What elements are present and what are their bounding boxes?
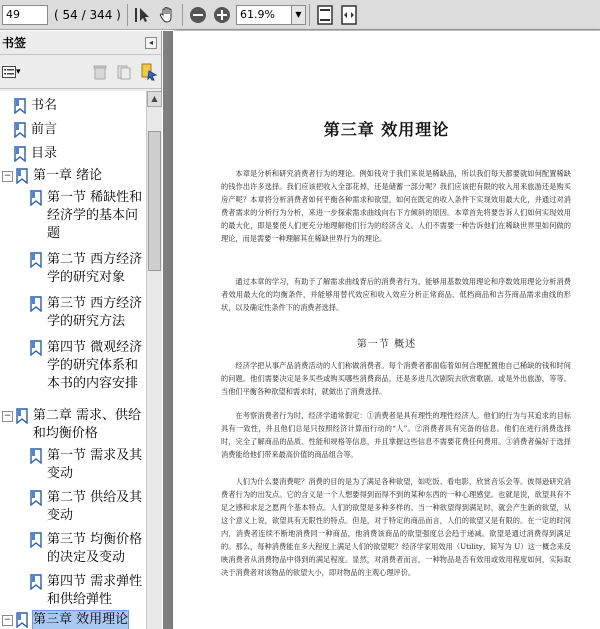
options-list-icon bbox=[2, 66, 16, 78]
bookmark-item-chapter[interactable] bbox=[2, 407, 144, 443]
new-bookmark-button[interactable] bbox=[113, 61, 135, 83]
collapse-toggle[interactable]: − bbox=[3, 411, 12, 421]
bookmark-options-button[interactable] bbox=[2, 63, 24, 81]
bookmark-label: 第四节 需求弹性和供给弹性 bbox=[47, 574, 143, 607]
trash-icon bbox=[93, 64, 107, 80]
bookmark-item-chapter[interactable] bbox=[2, 167, 143, 185]
zoom-dropdown-button[interactable] bbox=[292, 5, 306, 25]
toolbar bbox=[0, 0, 600, 30]
bookmark-icon bbox=[14, 122, 26, 138]
bookmark-icon bbox=[30, 574, 42, 590]
bookmark-icon bbox=[30, 252, 42, 268]
bookmark-label: 第三节 西方经济学的研究方法 bbox=[47, 296, 143, 329]
scrollbar-thumb[interactable] bbox=[148, 131, 161, 271]
bookmark-icon bbox=[16, 408, 28, 424]
bookmark-label: 前言 bbox=[31, 122, 58, 137]
collapse-toggle[interactable]: − bbox=[3, 615, 12, 625]
bookmark-icon bbox=[14, 98, 26, 114]
bookmark-item[interactable] bbox=[30, 573, 144, 609]
section-title: 第一节 概述 bbox=[356, 339, 417, 350]
bookmark-label: 第二章 需求、供给和均衡价格 bbox=[32, 408, 142, 441]
hand-tool-button[interactable] bbox=[156, 4, 178, 26]
body-paragraph: 经济学把从事产品消费活动的人们称做消费者。每个消费者都面临着如何合理配置他自己稀缺的钱和时间的问题。他们需要决定是多买些或购买哪些消费商品，还是多进几次剧院去欣赏歌剧，或是外出旅游，等等。当他们平衡各种欲望和需求时，就做出了消费选择。 bbox=[221, 361, 571, 396]
bookmark-icon bbox=[30, 190, 42, 206]
body-paragraph: 在考察消费者行为时，经济学通常假定：①消费者是具有理性的理性经济人。他们的行为与其追求的目标具有一致性，并且他们总是只按照经济计算而行动的“人”。②消费者具有完备的信息。他们在进行消费选择时，完全了解商品的品质、性能和规格等信息，并且掌握这些信息不需要花费任何费用。③消费者偏好于选择消费能给他们带来最高价值的商品组合等。 bbox=[221, 411, 571, 459]
zoom-in-icon bbox=[212, 5, 232, 25]
bookmark-label: 目录 bbox=[31, 146, 58, 161]
bookmark-icon bbox=[30, 532, 42, 548]
zoom-in-button[interactable] bbox=[211, 4, 233, 26]
collapse-toggle[interactable]: − bbox=[3, 171, 12, 181]
bookmark-item-chapter-selected[interactable] bbox=[2, 611, 128, 629]
bookmark-item[interactable] bbox=[30, 447, 144, 483]
page-number-input[interactable]: 49 bbox=[2, 5, 48, 25]
bookmark-item[interactable] bbox=[14, 97, 57, 115]
bookmark-label: 第四节 微观经济学的研究体系和本书的内容安排 bbox=[47, 340, 143, 391]
bookmark-item[interactable] bbox=[30, 295, 144, 331]
pdf-page bbox=[173, 31, 600, 629]
delete-bookmark-button[interactable] bbox=[89, 61, 111, 83]
bookmark-settings-icon bbox=[139, 63, 157, 81]
fit-page-icon bbox=[316, 5, 334, 25]
bookmark-icon bbox=[14, 146, 26, 162]
bookmark-label: 第一节 稀缺性和经济学的基本问题 bbox=[47, 190, 143, 241]
zoom-level-input[interactable]: 61.9% bbox=[236, 5, 292, 25]
toolbar-separator bbox=[127, 4, 128, 26]
bookmark-icon bbox=[30, 448, 42, 464]
bookmark-item[interactable] bbox=[30, 489, 144, 525]
bookmark-icon bbox=[30, 490, 42, 506]
hand-icon bbox=[158, 6, 176, 24]
chevron-down-icon: ▾ bbox=[16, 66, 21, 77]
intro-paragraph: 通过本章的学习，有助于了解需求曲线背后的消费者行为，能够用基数效用理论和序数效用理论分析消费者效用最大化的均衡条件，并能够用替代效应和收入效应分析正常商品、低档商品和吉芬商品需求曲线的形状，以及确定性条件下的消费者选择。 bbox=[221, 277, 571, 312]
bookmark-item[interactable] bbox=[30, 531, 144, 567]
bookmark-icon bbox=[16, 612, 28, 628]
bookmark-item[interactable] bbox=[30, 251, 144, 287]
document-view[interactable] bbox=[163, 31, 600, 629]
bookmark-label: 书名 bbox=[31, 98, 58, 113]
expand-bookmark-button[interactable] bbox=[137, 61, 159, 83]
bookmarks-toolbar bbox=[0, 55, 161, 89]
bookmarks-panel-title: 书签 bbox=[2, 36, 27, 50]
new-bookmark-icon bbox=[116, 64, 132, 80]
intro-paragraph: 本章是分析和研究消费者行为的理论。例如钱对于我们来说是稀缺品，所以我们每天都要就如何配置稀缺的钱作出许多选择。我们应该把收入全部花掉，还是储蓄一部分呢？我们应该把有限的收入用来旅游还是购买房产呢？本章将分析消费者如何平衡各种需求和欲望，如何在既定的收入条件下实现效用最大化，并通过对消费者需求的分析行为分析，来进一步探索需求曲线向右下方倾斜的原因。本章首先将要告诉人们如何实现效用的最大化，即是要使人们更充分地理解他们行为的经济含义。人们不需要一种告诉他们在稀缺世界里如何做的理论，而是需要一种理解其在稀缺世界行为的理论。 bbox=[221, 169, 571, 243]
page-count: ( 54 / 344 ) bbox=[54, 7, 121, 22]
bookmark-item[interactable] bbox=[30, 339, 144, 393]
bookmark-label: 第二节 西方经济学的研究对象 bbox=[47, 252, 143, 285]
bookmarks-panel bbox=[0, 31, 162, 629]
bookmark-label: 第一章 绪论 bbox=[33, 168, 103, 183]
bookmark-label: 第一节 需求及其变动 bbox=[47, 448, 143, 481]
bookmark-icon bbox=[30, 296, 42, 312]
fit-page-button[interactable] bbox=[314, 4, 336, 26]
bookmark-icon bbox=[30, 340, 42, 356]
cursor-arrow-icon bbox=[134, 6, 152, 24]
chapter-title: 第三章 效用理论 bbox=[323, 120, 450, 139]
toolbar-separator bbox=[182, 4, 183, 26]
bookmarks-panel-header bbox=[0, 31, 161, 55]
chevron-down-icon: ▼ bbox=[295, 10, 302, 19]
bookmark-item[interactable] bbox=[30, 189, 144, 243]
bookmark-label: 第三节 均衡价格的决定及变动 bbox=[47, 532, 143, 565]
zoom-out-button[interactable] bbox=[187, 4, 209, 26]
bookmark-label: 第二节 供给及其变动 bbox=[47, 490, 143, 523]
bookmark-item[interactable] bbox=[14, 121, 57, 139]
bookmark-item[interactable] bbox=[14, 145, 57, 163]
fit-width-icon bbox=[340, 5, 358, 25]
bookmark-icon bbox=[16, 168, 28, 184]
toolbar-separator bbox=[309, 4, 310, 26]
bookmark-label: 第三章 效用理论 bbox=[33, 612, 129, 627]
bookmark-scrollbar[interactable] bbox=[146, 91, 162, 629]
body-paragraph: 人们为什么要消费呢？消费的目的是为了满足各种欲望，如吃饭、看电影、欣赏音乐会等。彼得逊研究消费者行为的出发点。它的含义是一个人想要得到而得不到的某种东西的一种心理感觉。也就是说，欲望具有不足之感和求足之愿两个基本特点。人们的欲望是多种多样的。当一种欲望得到满足时，就会产生新的欲望，从这个意义上说，欲望具有无限性的特点。但是，对于特定的商品而言，人们的欲望又是有限的。在一定的时间内，消费者连续不断地消费同一种商品，他消费该商品的欲望强度总会趋于递减。欲望是通过消费得到满足的。那么，每种消费能在多大程度上满足人们的欲望呢？经济学家用效用（Utility，简写为 U）这一概念来反映消费者从消费物品中得到的满足程度。显然，对消费者而言，一种物品是否有效用或效用程度如何，实际取决于消费者对该物品的欲望大小，即对物品的主观心理评价。 bbox=[221, 477, 571, 577]
fit-width-button[interactable] bbox=[338, 4, 360, 26]
select-tool-button[interactable] bbox=[132, 4, 154, 26]
scroll-up-icon[interactable]: ▲ bbox=[147, 91, 162, 107]
close-panel-icon[interactable]: ◂ bbox=[145, 37, 157, 49]
bookmark-tree bbox=[0, 91, 146, 629]
zoom-out-icon bbox=[188, 5, 208, 25]
